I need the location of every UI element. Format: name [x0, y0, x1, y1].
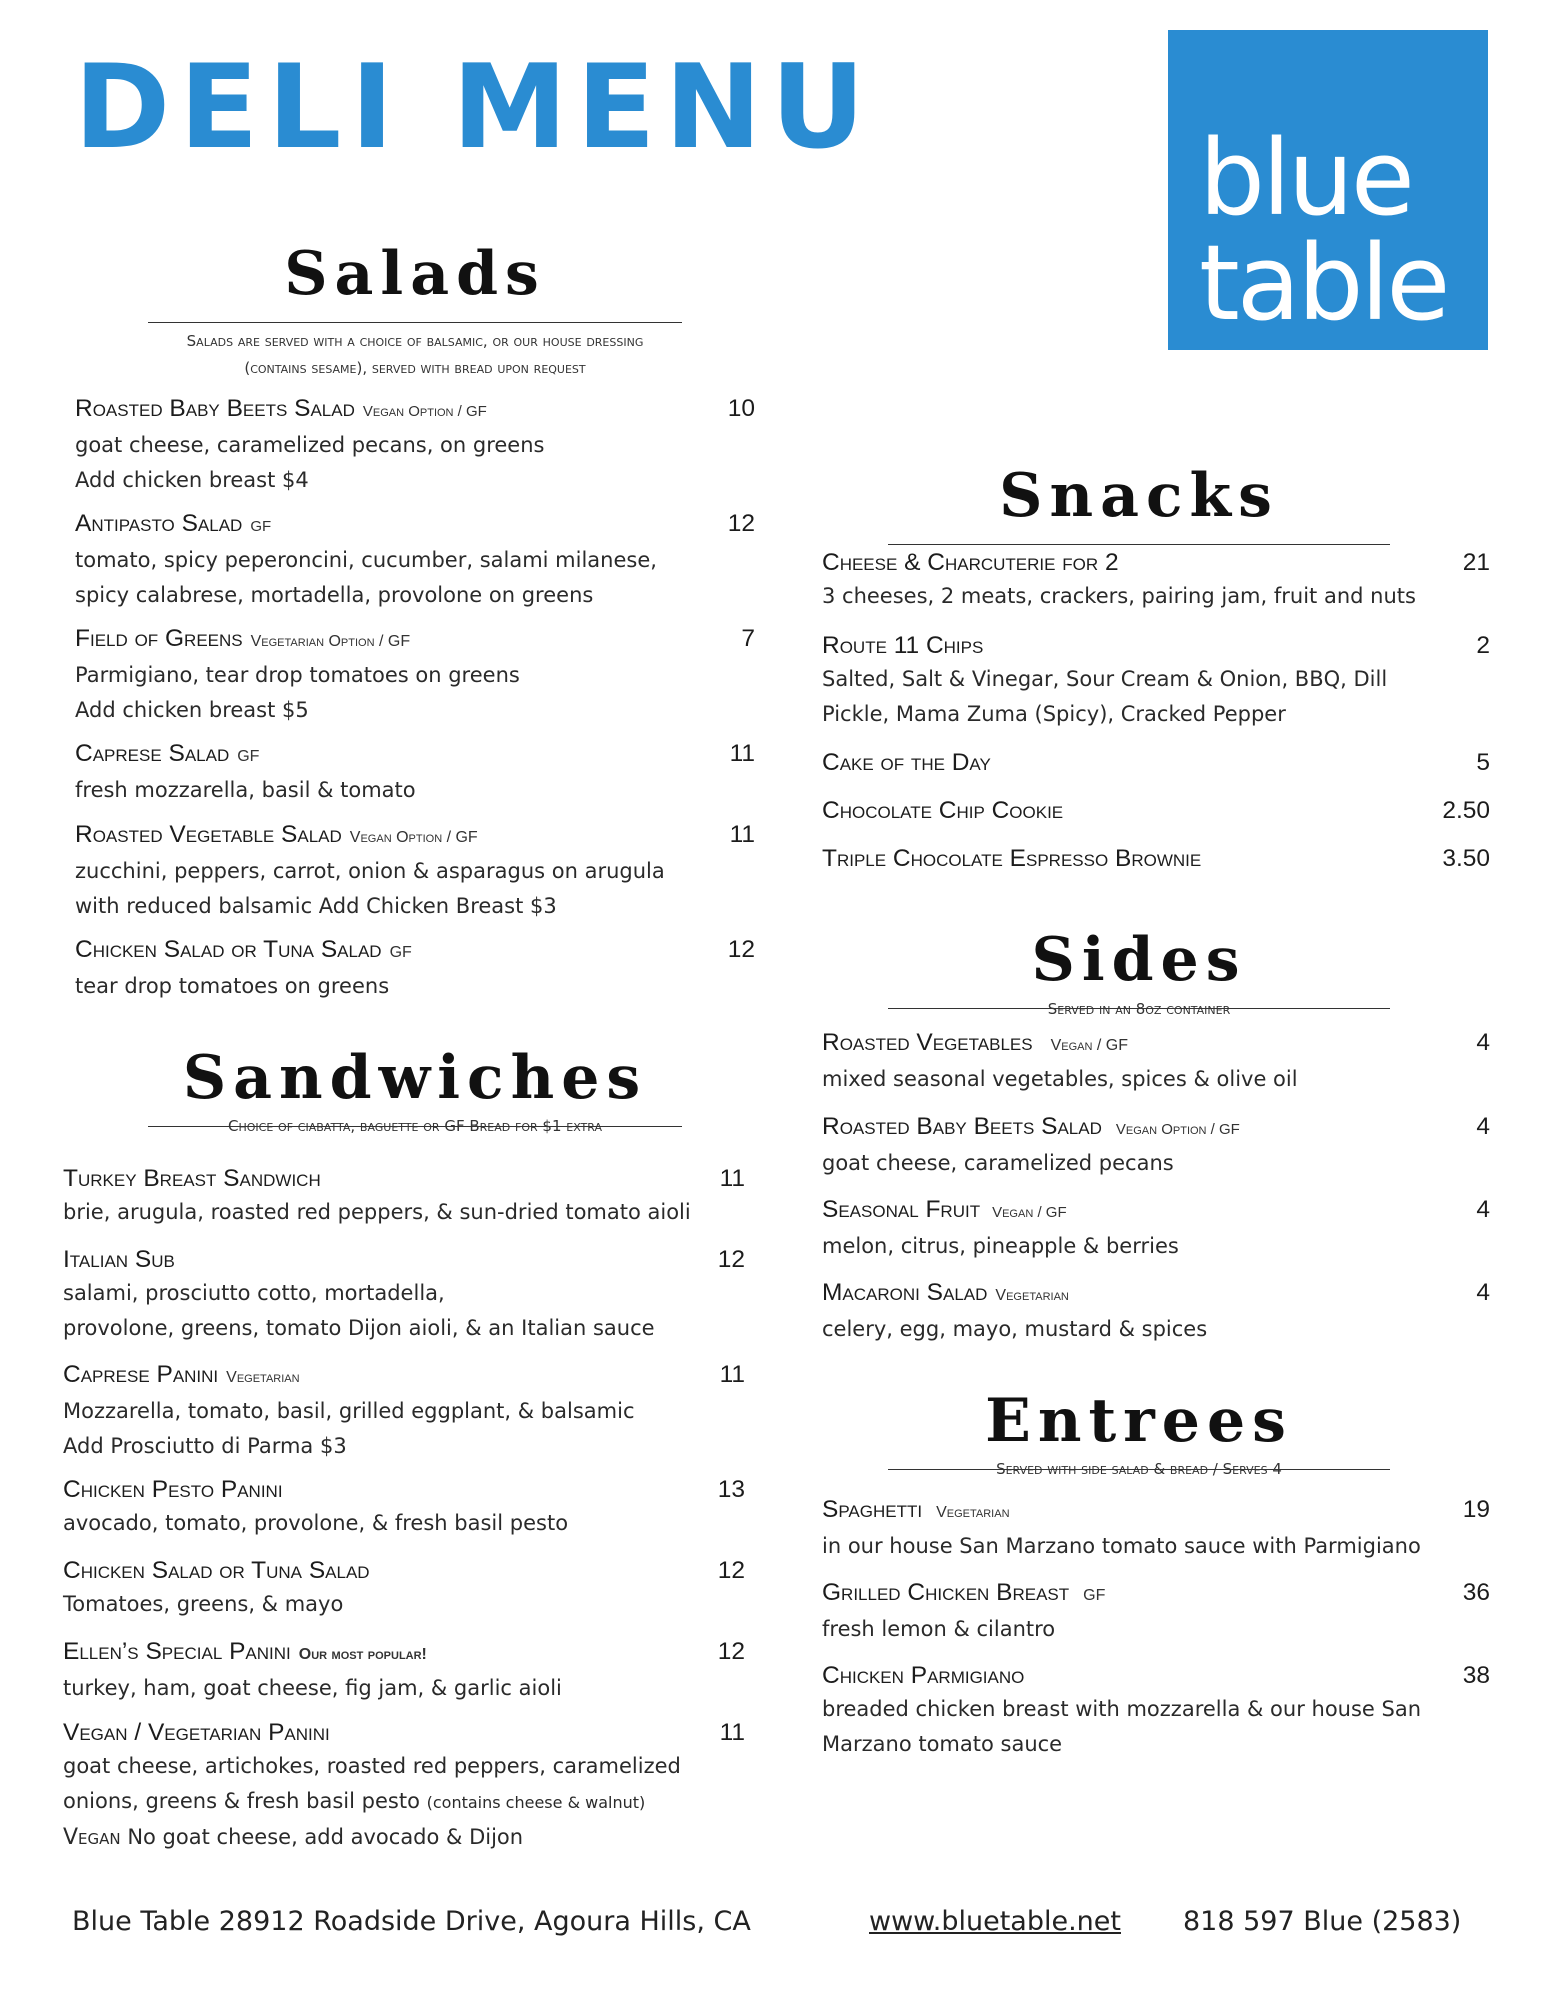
section-title-snacks: Snacks: [999, 461, 1279, 531]
item-description: Mozzarella, tomato, basil, grilled eggplant, & balsamic: [63, 1399, 635, 1423]
menu-item: [822, 1026, 1490, 1097]
item-tag: Vegan / GF: [1050, 1037, 1128, 1054]
brand-logo: [1168, 30, 1488, 350]
item-price: 4: [1476, 1113, 1490, 1140]
section-title-sides: Sides: [1031, 925, 1247, 995]
menu-item: [822, 1193, 1490, 1264]
item-price: 11: [729, 740, 755, 767]
footer-website[interactable]: [869, 1904, 1121, 1940]
item-price: 12: [717, 1557, 745, 1584]
item-name: Chicken Salad or Tuna Salad: [63, 1557, 370, 1584]
item-description: fresh mozzarella, basil & tomato: [75, 778, 416, 802]
item-price: 11: [719, 1165, 745, 1192]
item-name: Triple Chocolate Espresso Brownie: [822, 845, 1202, 872]
logo-line-1: blue: [1199, 117, 1412, 239]
menu-item: [63, 1162, 745, 1230]
item-tag: Vegan Option / GF: [1115, 1121, 1240, 1138]
item-description: zucchini, peppers, carrot, onion & asparagus on arugula: [75, 859, 665, 883]
item-description-text: No goat cheese, add avocado & Dijon: [127, 1825, 524, 1849]
item-name: Chicken Pesto Panini: [63, 1476, 283, 1503]
item-description: goat cheese, artichokes, roasted red peppers, caramelized: [63, 1754, 681, 1778]
item-description: mixed seasonal vegetables, spices & olive oil: [822, 1067, 1298, 1091]
item-description: salami, prosciutto cotto, mortadella,: [63, 1281, 445, 1305]
item-price: 4: [1476, 1279, 1490, 1306]
menu-item: [63, 1473, 745, 1541]
item-name: Field of Greens: [75, 625, 243, 652]
item-tag: Vegetarian: [936, 1504, 1010, 1521]
item-price: 2: [1476, 632, 1490, 659]
item-name: Antipasto Salad: [75, 510, 243, 537]
item-tag: Vegan Option / GF: [362, 403, 487, 420]
item-name: Cheese & Charcuterie for 2: [822, 549, 1119, 576]
menu-item: [75, 507, 755, 613]
item-description: in our house San Marzano tomato sauce with Parmigiano: [822, 1534, 1421, 1558]
item-description: breaded chicken breast with mozzarella & our house San: [822, 1697, 1422, 1721]
item-description: brie, arugula, roasted red peppers, & sun-dried tomato aioli: [63, 1200, 691, 1224]
popular-badge: Our most popular!: [298, 1646, 427, 1663]
item-price: 2.50: [1442, 797, 1490, 824]
item-name: Route 11 Chips: [822, 632, 984, 659]
item-description: Marzano tomato sauce: [822, 1732, 1063, 1756]
item-price: 12: [727, 510, 755, 537]
menu-item: [822, 546, 1490, 614]
item-description: provolone, greens, tomato Dijon aioli, & an Italian sauce: [63, 1316, 655, 1340]
website-link[interactable]: www.bluetable.net: [869, 1906, 1121, 1937]
item-price: 12: [717, 1246, 745, 1273]
item-description: celery, egg, mayo, mustard & spices: [822, 1317, 1208, 1341]
menu-item: [822, 1276, 1490, 1347]
menu-item: [822, 1493, 1490, 1564]
item-price: 4: [1476, 1029, 1490, 1056]
item-name: Vegan / Vegetarian Panini: [63, 1719, 330, 1746]
item-description: tomato, spicy peperoncini, cucumber, salami milanese,: [75, 548, 657, 572]
menu-item: [63, 1716, 745, 1855]
item-name: Caprese Panini: [63, 1361, 219, 1388]
item-description: tear drop tomatoes on greens: [75, 974, 390, 998]
menu-item: [75, 622, 755, 728]
item-tag: GF: [250, 518, 272, 535]
menu-item: [75, 737, 755, 808]
item-price: 5: [1476, 749, 1490, 776]
item-tag: Vegetarian: [995, 1287, 1069, 1304]
item-price: 38: [1462, 1662, 1490, 1689]
sides-note: Served in an 8oz container: [1047, 1000, 1231, 1018]
item-price: 12: [717, 1638, 745, 1665]
logo-line-2: table: [1199, 222, 1448, 344]
salads-note: [80, 328, 750, 382]
item-description: melon, citrus, pineapple & berries: [822, 1234, 1179, 1258]
item-tag: Vegetarian Option / GF: [250, 633, 411, 650]
item-tag: Vegan / GF: [992, 1204, 1067, 1221]
item-name: Caprese Salad: [75, 740, 230, 767]
item-description: Salted, Salt & Vinegar, Sour Cream & Onion, BBQ, Dill: [822, 667, 1388, 691]
item-name: Chicken Parmigiano: [822, 1662, 1025, 1689]
menu-item: [63, 1635, 745, 1706]
allergen-note: (contains cheese & walnut): [426, 1793, 646, 1812]
menu-item: [63, 1243, 745, 1346]
page-title: DELI MENU: [74, 40, 874, 175]
menu-item: [63, 1358, 745, 1464]
item-price: 11: [719, 1719, 745, 1746]
item-name: Roasted Vegetables: [822, 1029, 1033, 1056]
item-price: 11: [729, 821, 755, 848]
item-name: Spaghetti: [822, 1496, 923, 1523]
item-name: Ellen’s Special Panini: [63, 1638, 291, 1665]
item-description-text: onions, greens & fresh basil pesto: [63, 1789, 420, 1813]
item-tag: Vegetarian: [226, 1369, 300, 1386]
item-name: Roasted Vegetable Salad: [75, 821, 342, 848]
item-price: 11: [719, 1361, 745, 1388]
footer-phone: 818 597 Blue (2583): [1183, 1906, 1462, 1937]
vegan-label: Vegan: [63, 1825, 121, 1850]
menu-item: [822, 842, 1490, 875]
item-description: goat cheese, caramelized pecans, on greens: [75, 433, 545, 457]
section-divider: [148, 322, 682, 323]
item-description: avocado, tomato, provolone, & fresh basil pesto: [63, 1511, 569, 1535]
menu-item: [75, 933, 755, 1004]
item-price: 19: [1462, 1496, 1490, 1523]
entrees-note: Served with side salad & bread / Serves 4: [996, 1460, 1282, 1478]
footer-address: Blue Table 28912 Roadside Drive, Agoura Hills, CA: [72, 1906, 751, 1937]
item-price: 21: [1462, 549, 1490, 576]
item-price: 12: [727, 936, 755, 963]
snacks-section: [888, 461, 1390, 545]
item-description: [63, 1784, 745, 1820]
menu-item: [75, 392, 755, 498]
item-name: Chocolate Chip Cookie: [822, 797, 1064, 824]
salads-note-line-2: (contains sesame), served with bread upon request: [244, 359, 586, 377]
item-description: Add chicken breast $5: [75, 698, 309, 722]
item-name: Seasonal Fruit: [822, 1196, 981, 1223]
item-name: Roasted Baby Beets Salad: [75, 395, 355, 422]
item-price: 4: [1476, 1196, 1490, 1223]
section-title-entrees: Entrees: [985, 1386, 1293, 1456]
menu-item: [822, 1110, 1490, 1181]
item-name: Cake of the Day: [822, 749, 991, 776]
item-description: with reduced balsamic Add Chicken Breast $3: [75, 894, 557, 918]
section-title-sandwiches: Sandwiches: [182, 1043, 648, 1113]
item-description: fresh lemon & cilantro: [822, 1617, 1056, 1641]
item-description: 3 cheeses, 2 meats, crackers, pairing jam, fruit and nuts: [822, 584, 1416, 608]
section-title-salads: Salads: [284, 239, 546, 309]
item-price: 10: [727, 395, 755, 422]
item-name: Italian Sub: [63, 1246, 175, 1273]
item-description: Tomatoes, greens, & mayo: [63, 1592, 344, 1616]
item-price: 3.50: [1442, 845, 1490, 872]
menu-item: [822, 1576, 1490, 1647]
menu-item: [63, 1554, 745, 1622]
item-description: Add chicken breast $4: [75, 468, 309, 492]
item-name: Roasted Baby Beets Salad: [822, 1113, 1102, 1140]
menu-item: [75, 818, 755, 924]
item-description: Parmigiano, tear drop tomatoes on greens: [75, 663, 520, 687]
item-tag: GF: [389, 944, 412, 961]
item-name: Grilled Chicken Breast: [822, 1579, 1070, 1606]
item-description: [63, 1820, 745, 1855]
section-divider: [888, 544, 1390, 545]
menu-item: [822, 629, 1490, 732]
item-price: 7: [741, 625, 755, 652]
item-name: Macaroni Salad: [822, 1279, 988, 1306]
item-description: turkey, ham, goat cheese, fig jam, & garlic aioli: [63, 1676, 562, 1700]
item-description: Pickle, Mama Zuma (Spicy), Cracked Pepper: [822, 702, 1286, 726]
item-tag: GF: [237, 748, 260, 765]
item-description: goat cheese, caramelized pecans: [822, 1151, 1174, 1175]
item-name: Chicken Salad or Tuna Salad: [75, 936, 382, 963]
salads-note-line-1: Salads are served with a choice of balsamic, or our house dressing: [186, 332, 644, 350]
salads-section: [148, 239, 682, 323]
menu-item: [822, 794, 1490, 827]
menu-item: [822, 1659, 1490, 1762]
item-price: 13: [717, 1476, 745, 1503]
item-tag: Vegan Option / GF: [349, 829, 478, 846]
item-tag: GF: [1083, 1587, 1106, 1604]
item-description: Add Prosciutto di Parma $3: [63, 1434, 347, 1458]
sandwiches-note: Choice of ciabatta, baguette or GF Bread for $1 extra: [227, 1117, 602, 1135]
item-price: 36: [1462, 1579, 1490, 1606]
item-description: spicy calabrese, mortadella, provolone on greens: [75, 583, 594, 607]
item-name: Turkey Breast Sandwich: [63, 1165, 321, 1192]
menu-item: [822, 746, 1490, 779]
